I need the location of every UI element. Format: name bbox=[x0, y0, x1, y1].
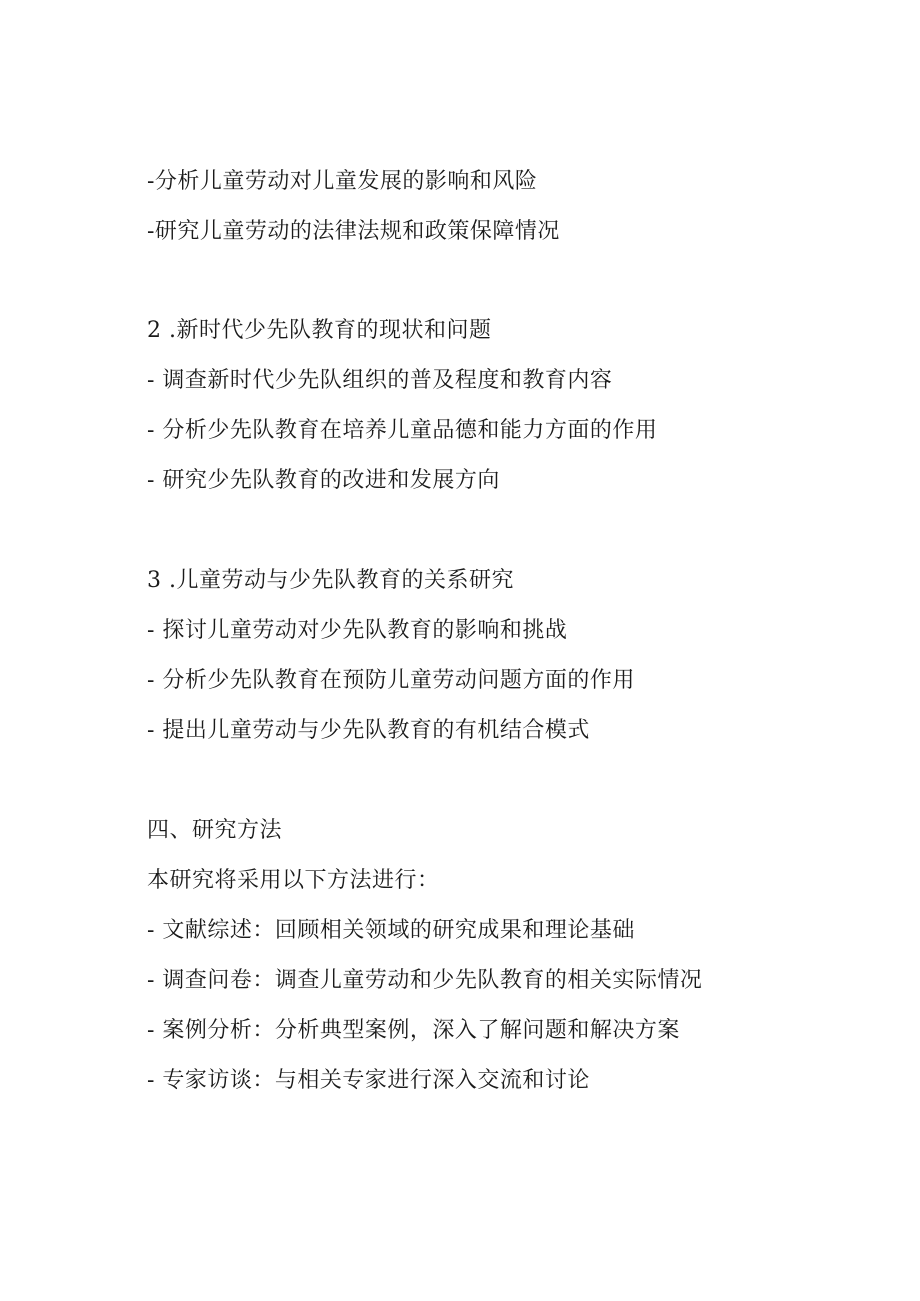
list-item: -分析儿童劳动对儿童发展的影响和风险 bbox=[147, 169, 538, 194]
list-item: -研究儿童劳动的法律法规和政策保障情况 bbox=[147, 219, 560, 244]
list-item: - 调查问卷：调查儿童劳动和少先队教育的相关实际情况 bbox=[147, 968, 703, 993]
list-item: - 分析少先队教育在培养儿童品德和能力方面的作用 bbox=[147, 418, 658, 443]
list-item: - 提出儿童劳动与少先队教育的有机结合模式 bbox=[147, 718, 590, 743]
paragraph: 本研究将采用以下方法进行： bbox=[147, 868, 440, 893]
list-item: - 研究少先队教育的改进和发展方向 bbox=[147, 468, 500, 493]
list-item: - 分析少先队教育在预防儿童劳动问题方面的作用 bbox=[147, 668, 635, 693]
list-item: - 调查新时代少先队组织的普及程度和教育内容 bbox=[147, 368, 613, 393]
list-item: - 探讨儿童劳动对少先队教育的影响和挑战 bbox=[147, 618, 568, 643]
section-heading: 2 .新时代少先队教育的现状和问题 bbox=[147, 318, 492, 343]
list-item: - 专家访谈：与相关专家进行深入交流和讨论 bbox=[147, 1068, 590, 1093]
list-item: - 案例分析：分析典型案例，深入了解问题和解决方案 bbox=[147, 1018, 680, 1043]
section-heading: 四、研究方法 bbox=[147, 818, 283, 843]
section-heading: 3 .儿童劳动与少先队教育的关系研究 bbox=[147, 568, 514, 593]
list-item: - 文献综述：回顾相关领域的研究成果和理论基础 bbox=[147, 918, 635, 943]
